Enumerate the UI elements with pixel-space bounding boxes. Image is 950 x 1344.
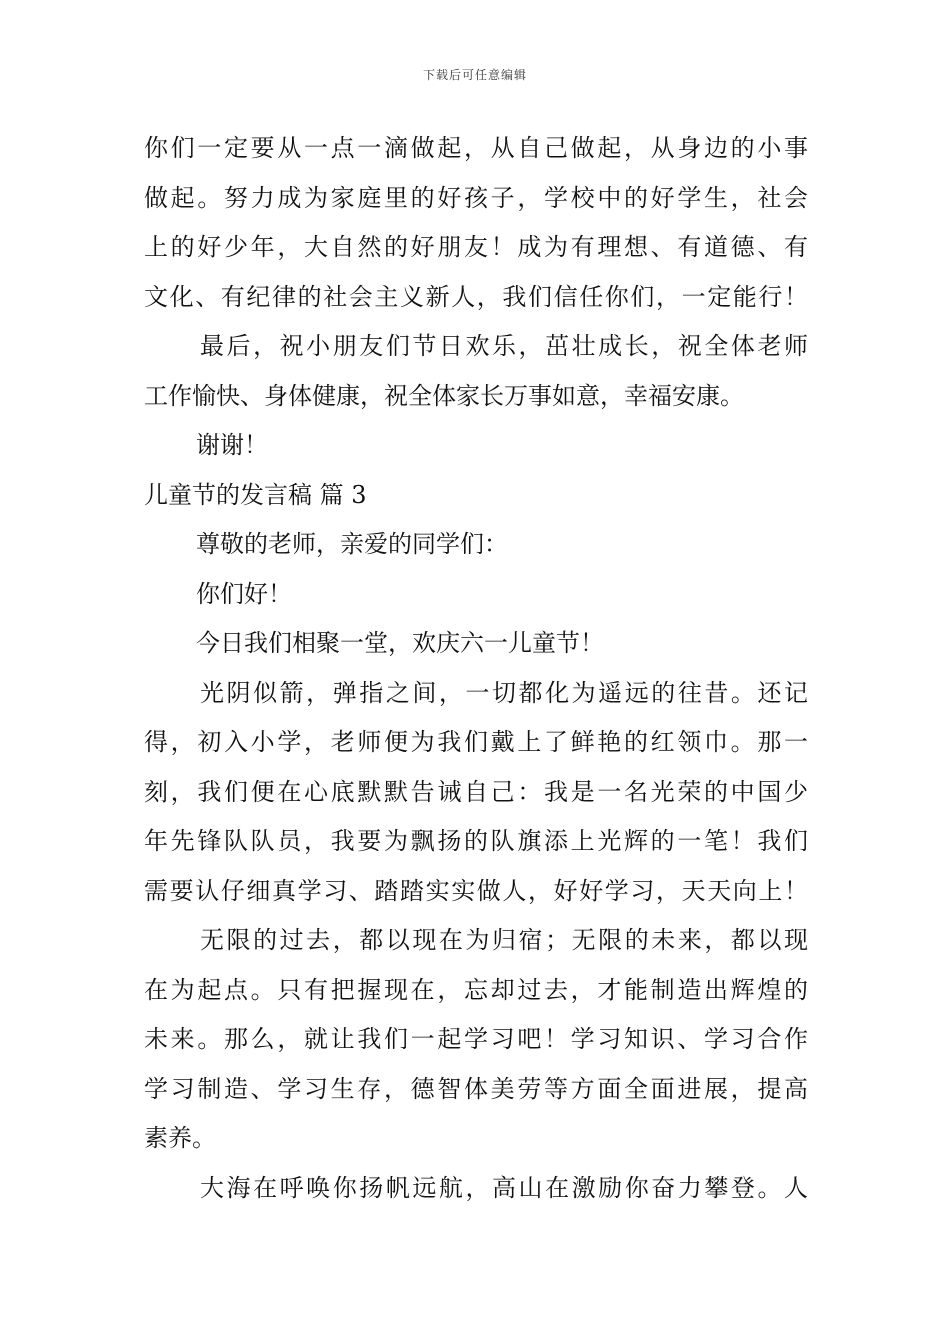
paragraph-line: 需要认仔细真学习、踏踏实实做人，好好学习，天天向上！ — [144, 876, 808, 905]
page-header: 下载后可任意编辑 — [422, 68, 527, 82]
paragraph-line: 谢谢！ — [196, 431, 268, 459]
paragraph-line: 工作愉快、身体健康，祝全体家长万事如意，幸福安康。 — [144, 381, 744, 410]
paragraph-line: 最后，祝小朋友们节日欢乐，茁壮成长，祝全体老师 — [200, 332, 808, 360]
paragraph-line: 在为起点。只有把握现在，忘却过去，才能制造出辉煌的 — [144, 975, 808, 1004]
paragraph-line: 学习制造、学习生存，德智体美劳等方面全面进展，提高 — [144, 1074, 808, 1103]
paragraph-line: 无限的过去，都以现在为归宿；无限的未来，都以现 — [200, 926, 808, 954]
paragraph-line: 文化、有纪律的社会主义新人，我们信任你们，一定能行！ — [144, 282, 808, 311]
paragraph-line: 你们一定要从一点一滴做起，从自己做起，从身边的小事 — [144, 134, 808, 162]
paragraph-line: 光阴似箭，弹指之间，一切都化为遥远的往昔。还记 — [200, 678, 808, 707]
paragraph-line: 素养。 — [144, 1124, 216, 1152]
greeting-line: 你们好！ — [196, 579, 292, 608]
paragraph-line: 刻，我们便在心底默默告诫自己：我是一名光荣的中国少 — [144, 777, 808, 806]
paragraph-line: 年先锋队队员，我要为飘扬的队旗添上光辉的一笔！我们 — [144, 827, 808, 855]
section-title: 儿童节的发言稿 篇 3 — [144, 480, 367, 509]
paragraph-line: 上的好少年，大自然的好朋友！成为有理想、有道德、有 — [144, 233, 808, 261]
document-body — [144, 124, 808, 1213]
paragraph-line: 今日我们相聚一堂，欢庆六一儿童节！ — [196, 629, 604, 657]
paragraph-line: 做起。努力成为家庭里的好孩子，学校中的好学生，社会 — [144, 183, 808, 212]
paragraph-line: 得，初入小学，老师便为我们戴上了鲜艳的红领巾。那一 — [144, 728, 808, 756]
paragraph-line: 大海在呼唤你扬帆远航，高山在激励你奋力攀登。人 — [200, 1173, 808, 1202]
salutation-line: 尊敬的老师，亲爱的同学们： — [196, 530, 508, 558]
paragraph-line: 未来。那么，就让我们一起学习吧！学习知识、学习合作 — [144, 1025, 808, 1053]
